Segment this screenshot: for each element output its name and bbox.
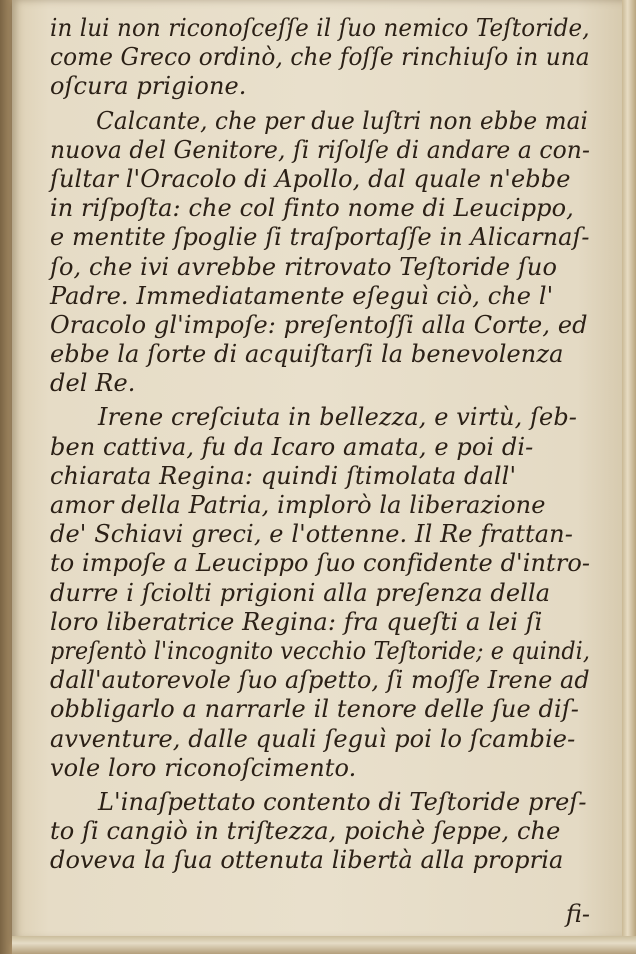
paragraph — [50, 107, 590, 399]
catchword: fi- — [565, 900, 590, 928]
paragraph — [50, 403, 590, 782]
text-line: Irene creſciuta in bellezza, e virtù, ſeb- — [98, 403, 577, 432]
text-line: ſo, che ivi avrebbe ritrovato Teſtoride ſuo — [50, 252, 558, 281]
text-line: de' Schiavi greci, e l'ottenne. Il Re frattan- — [50, 520, 573, 549]
text-line: durre i ſciolti prigioni alla preſenza della — [50, 578, 551, 607]
text-line: chiarata Regina: quindi ſtimolata dall' — [50, 461, 517, 490]
text-line: e mentite ſpoglie ſi traſportaſſe in Alicarnaſ- — [50, 223, 590, 252]
page-edges-bottom — [12, 936, 636, 954]
text-line: ben cattiva, fu da Icaro amata, e poi di- — [50, 432, 534, 461]
text-line: ebbe la ſorte di acquiſtarſi la benevolenza — [50, 340, 564, 369]
text-line: to impoſe a Leucippo ſuo confidente d'intro- — [50, 549, 591, 578]
paragraph — [50, 788, 590, 876]
text-line: vole loro riconoſcimento. — [50, 753, 357, 782]
text-line: Calcante, che per due luſtri non ebbe mai — [96, 106, 588, 135]
text-line: ſultar l'Oracolo di Apollo, dal quale n'ebbe — [50, 164, 571, 193]
text-line: amor della Patria, implorò la liberazione — [50, 491, 546, 519]
text-line: del Re. — [50, 369, 136, 398]
text-line: loro liberatrice Regina: fra queſti a lei ſi — [50, 607, 543, 636]
text-line: nuova del Genitore, ſi riſolſe di andare a con- — [50, 135, 590, 164]
text-line: avventure, dalle quali ſeguì poi lo ſcambie- — [50, 724, 576, 753]
page-edges-right — [622, 0, 636, 954]
text-line: obbligarlo a narrarle il tenore delle ſue diſ- — [50, 695, 579, 724]
text-line: oſcura prigione. — [50, 72, 247, 101]
body-text — [50, 14, 590, 875]
text-line: Oracolo gl'impoſe: preſentoſſi alla Corte, ed — [50, 310, 588, 339]
text-line: preſentò l'incognito vecchio Teſtoride; e quindi, — [50, 636, 591, 665]
text-line: doveva la ſua ottenuta libertà alla propria — [50, 846, 564, 875]
text-line: in lui non riconoſceſſe il ſuo nemico Teſtoride, — [50, 14, 590, 42]
text-line: dall'autorevole ſuo aſpetto, ſi moſſe Irene ad — [50, 666, 590, 695]
text-line: in riſpoſta: che col finto nome di Leucippo, — [50, 194, 574, 223]
text-line: L'inaſpettato contento di Teſtoride preſ- — [98, 787, 587, 816]
text-line: come Greco ordinò, che foſſe rinchiuſo in una — [50, 43, 590, 72]
text-line: to ſi cangiò in triſtezza, poichè ſeppe, che — [50, 817, 561, 846]
paragraph — [50, 14, 590, 102]
text-line: Padre. Immediatamente eſeguì ciò, che l' — [50, 281, 554, 310]
